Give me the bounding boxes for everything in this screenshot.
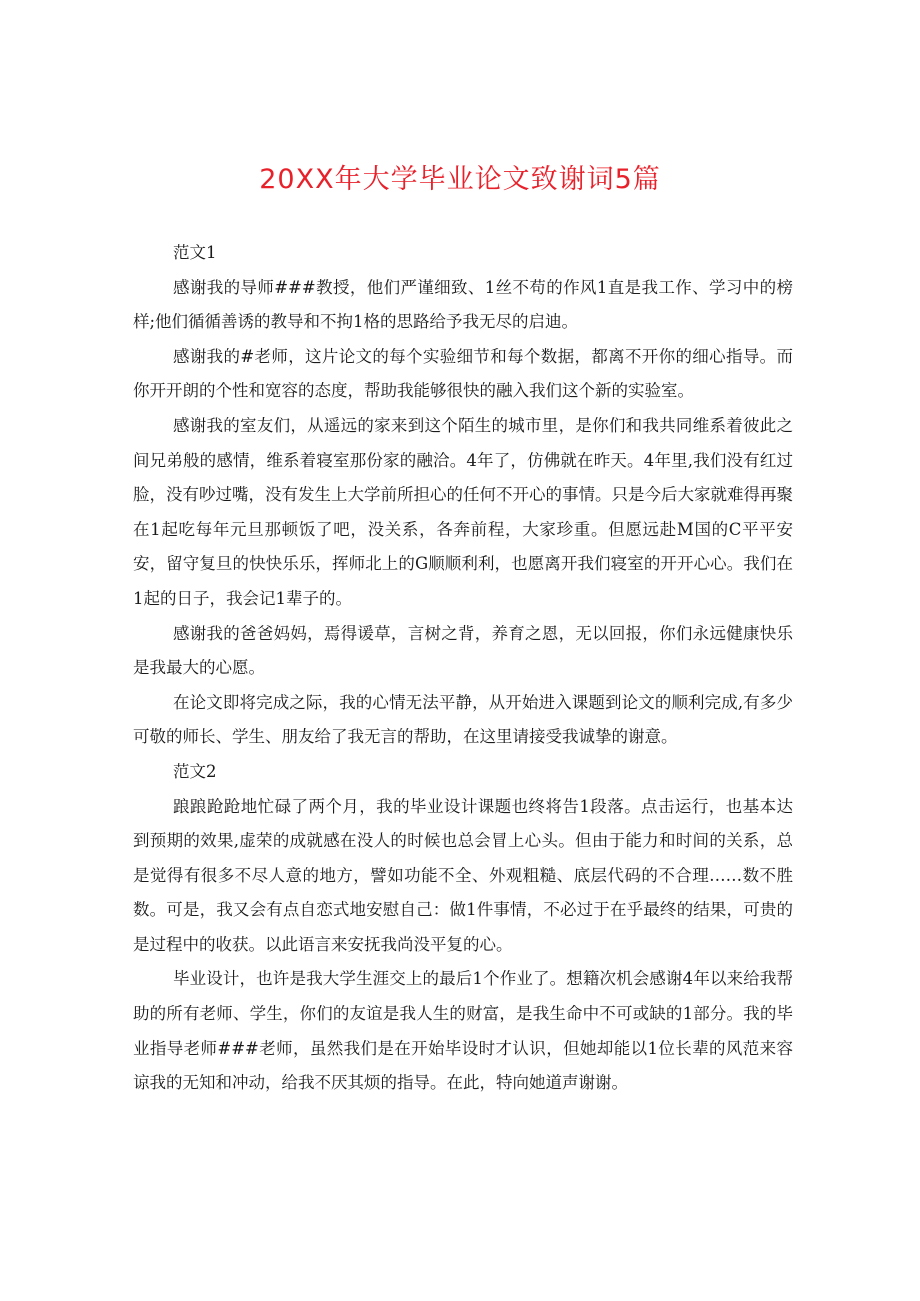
paragraph: 感谢我的#老师，这片论文的每个实验细节和每个数据，都离不开你的细心指导。而你开开朗的个性和宽容的态度，帮助我能够很快的融入我们这个新的实验室。	[133, 346, 793, 401]
paragraph: 感谢我的爸爸妈妈，焉得谖草，言树之背，养育之恩，无以回报，你们永远健康快乐是我最大的心愿。	[133, 623, 793, 678]
paragraph: 感谢我的导师###教授，他们严谨细致、1丝不苟的作风1直是我工作、学习中的榜样;他们循循善诱的教导和不拘1格的思路给予我无尽的启迪。	[133, 277, 793, 332]
document-body	[133, 236, 793, 1101]
document-title: 20XX年大学毕业论文致谢词5篇	[259, 164, 661, 195]
paragraph: 感谢我的室友们，从遥远的家来到这个陌生的城市里，是你们和我共同维系着彼此之间兄弟般的感情，维系着寝室那份家的融洽。4年了，仿佛就在昨天。4年里,我们没有红过脸，没有吵过嘴，没有发生上大学前所担心的任何不开心的事情。只是今后大家就难得再聚在1起吃每年元旦那顿饭了吧，没关系，各奔前程，大家珍重。但愿远赴M国的C平平安安，留守复旦的快快乐乐，挥师北上的G顺顺利利，也愿离开我们寝室的开开心心。我们在1起的日子，我会记1辈子的。	[133, 415, 793, 608]
paragraph: 在论文即将完成之际，我的心情无法平静，从开始进入课题到论文的顺利完成,有多少可敬的师长、学生、朋友给了我无言的帮助，在这里请接受我诚挚的谢意。	[133, 692, 793, 747]
paragraph: 毕业设计，也许是我大学生涯交上的最后1个作业了。想籍次机会感谢4年以来给我帮助的所有老师、学生，你们的友谊是我人生的财富，是我生命中不可或缺的1部分。我的毕业指导老师###老师，虽然我们是在开始毕设时才认识，但她却能以1位长辈的风范来容谅我的无知和冲动，给我不厌其烦的指导。在此，特向她道声谢谢。	[133, 969, 793, 1093]
section-label-2: 范文2	[173, 761, 217, 781]
paragraph: 踉踉跄跄地忙碌了两个月，我的毕业设计课题也终将告1段落。点击运行，也基本达到预期的效果,虚荣的成就感在没人的时候也总会冒上心头。但由于能力和时间的关系，总是觉得有很多不尽人意的地方，譬如功能不全、外观粗糙、底层代码的不合理……数不胜数。可是，我又会有点自恋式地安慰自己：做1件事情，不必过于在乎最终的结果，可贵的是过程中的收获。以此语言来安抚我尚没平复的心。	[133, 796, 793, 954]
section-label-1: 范文1	[173, 243, 217, 262]
